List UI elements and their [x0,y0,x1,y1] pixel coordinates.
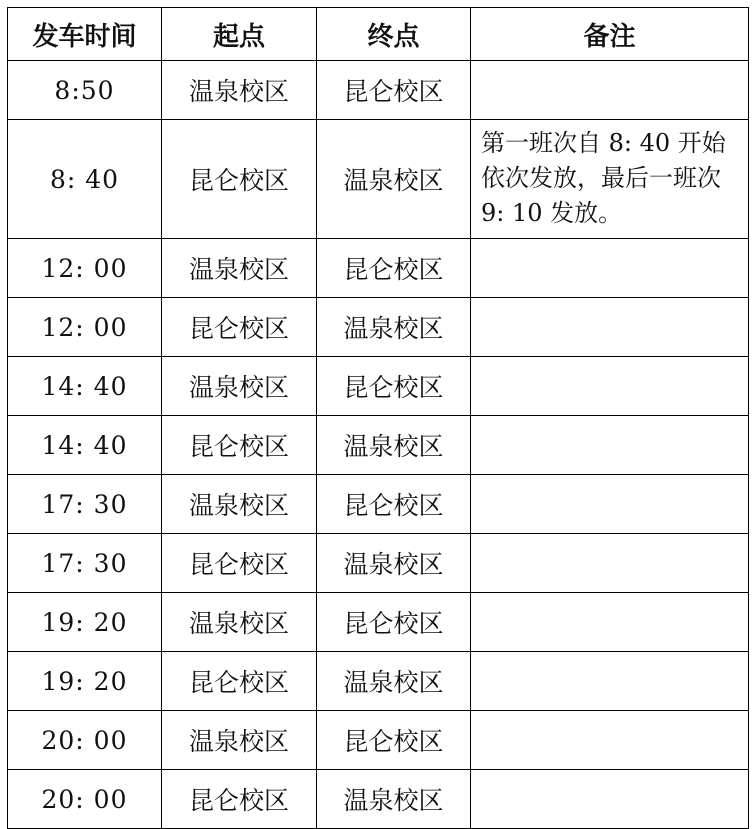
remark-cell [471,711,749,770]
departure-time-cell: 14: 40 [8,416,162,475]
remark-cell [471,534,749,593]
departure-time-cell: 20: 00 [8,711,162,770]
destination-cell: 温泉校区 [317,416,471,475]
departure-time-cell: 19: 20 [8,593,162,652]
table-row [8,475,749,534]
destination-cell: 温泉校区 [317,120,471,239]
origin-cell: 昆仑校区 [162,652,317,711]
header-departure-time: 发车时间 [8,8,162,61]
table-row [8,593,749,652]
remark-cell: 第一班次自 8: 40 开始依次发放，最后一班次 9: 10 发放。 [471,120,749,239]
remark-cell [471,416,749,475]
origin-cell: 昆仑校区 [162,298,317,357]
origin-cell: 昆仑校区 [162,770,317,829]
table-row [8,61,749,120]
departure-time-cell: 17: 30 [8,534,162,593]
origin-cell: 昆仑校区 [162,534,317,593]
destination-cell: 昆仑校区 [317,239,471,298]
table-row [8,770,749,829]
departure-time-cell: 12: 00 [8,239,162,298]
destination-cell: 昆仑校区 [317,61,471,120]
header-row [8,8,749,61]
destination-cell: 温泉校区 [317,652,471,711]
remark-cell [471,475,749,534]
origin-cell: 温泉校区 [162,711,317,770]
destination-cell: 昆仑校区 [317,475,471,534]
origin-cell: 昆仑校区 [162,120,317,239]
departure-time-cell: 14: 40 [8,357,162,416]
remark-cell [471,652,749,711]
table-row [8,298,749,357]
departure-time-cell: 8: 40 [8,120,162,239]
header-origin: 起点 [162,8,317,61]
departure-time-cell: 19: 20 [8,652,162,711]
remark-cell [471,770,749,829]
table-row [8,239,749,298]
origin-cell: 温泉校区 [162,357,317,416]
departure-time-cell: 12: 00 [8,298,162,357]
table-body [8,61,749,829]
table-row [8,416,749,475]
bus-schedule-table [7,7,749,829]
destination-cell: 温泉校区 [317,534,471,593]
table-header [8,8,749,61]
departure-time-cell: 8:50 [8,61,162,120]
remark-cell [471,61,749,120]
destination-cell: 昆仑校区 [317,711,471,770]
remark-cell [471,593,749,652]
remark-cell [471,239,749,298]
destination-cell: 温泉校区 [317,298,471,357]
departure-time-cell: 20: 00 [8,770,162,829]
table-row [8,652,749,711]
origin-cell: 昆仑校区 [162,416,317,475]
table-row [8,120,749,239]
origin-cell: 温泉校区 [162,239,317,298]
departure-time-cell: 17: 30 [8,475,162,534]
destination-cell: 昆仑校区 [317,593,471,652]
origin-cell: 温泉校区 [162,61,317,120]
destination-cell: 昆仑校区 [317,357,471,416]
header-remark: 备注 [471,8,749,61]
table-row [8,711,749,770]
header-destination: 终点 [317,8,471,61]
remark-cell [471,357,749,416]
remark-cell [471,298,749,357]
origin-cell: 温泉校区 [162,475,317,534]
table-row [8,534,749,593]
origin-cell: 温泉校区 [162,593,317,652]
destination-cell: 温泉校区 [317,770,471,829]
table-row [8,357,749,416]
